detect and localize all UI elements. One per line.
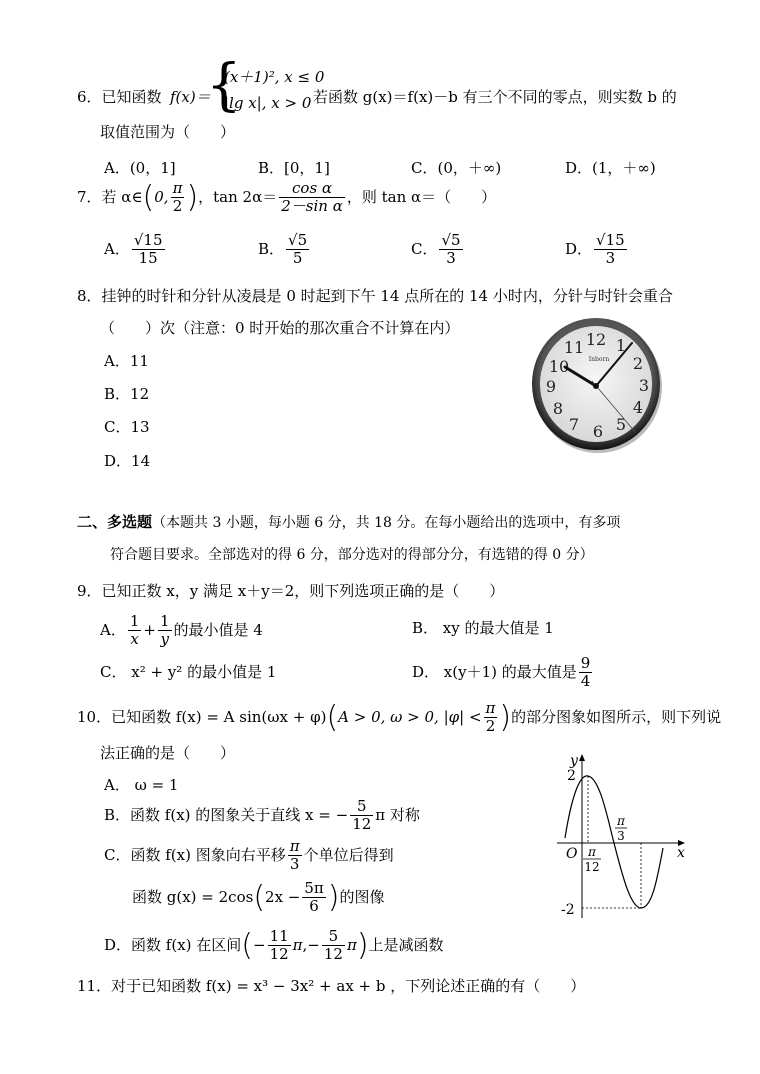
section2-desc-line1: （本题共 3 小题，每小题 6 分，共 18 分。在每小题给出的选项中，有多项 xyxy=(152,515,621,531)
graph-y-arrow xyxy=(579,754,585,761)
q10-sine-graph xyxy=(555,750,695,920)
q10-option-a: A． ω = 1 xyxy=(104,776,179,794)
q10-stem: 10．已知函数 f(x) = A sin(ωx + φ)(A > 0, ω > 0, |φ| < $\frac{\pi}{2}$ )的部分图象如图所示，则下列说 xyxy=(77,699,722,736)
clock-num-12: 12 xyxy=(585,330,607,349)
svg-text:π: π xyxy=(588,845,596,859)
clock-num-1: 1 xyxy=(615,336,627,355)
q6-piecewise-brace: { xyxy=(206,53,242,118)
q7-option-a: A． $\frac{√15}{15}$ xyxy=(104,231,163,268)
svg-text:π: π xyxy=(617,814,625,828)
q10-option-d: D．函数 f(x) 在区间(− $\frac{11}{12}$ π,− $\frac{5}{12}$ π)上是减函数 xyxy=(104,927,444,964)
q6-function-name: f(x)＝ xyxy=(170,88,211,106)
graph-ymin-label: -2 xyxy=(561,902,575,918)
clock-num-9: 9 xyxy=(545,377,557,396)
clock-num-2: 2 xyxy=(632,354,644,373)
wall-clock-image xyxy=(532,315,662,453)
q6-option-c: C．(0，＋∞) xyxy=(411,159,502,177)
q6-case-1: (x＋1)², x ≤ 0 xyxy=(224,68,325,86)
q6-stem-line2: 取值范围为（ ） xyxy=(100,123,236,141)
q10-stem-line2: 法正确的是（ ） xyxy=(100,744,236,762)
graph-y-label: y xyxy=(570,753,578,769)
q8-option-b: B．12 xyxy=(104,385,150,403)
q8-option-d: D．14 xyxy=(104,452,151,470)
svg-text:3: 3 xyxy=(617,829,625,843)
q7-option-d: D． $\frac{√15}{3}$ xyxy=(565,231,625,268)
graph-x-label: x xyxy=(677,845,685,861)
q9-option-d: D． x(y＋1) 的最大值是 $\frac{9}{4}$ xyxy=(412,654,591,691)
svg-text:12: 12 xyxy=(584,860,600,874)
q9-stem: 9．已知正数 x，y 满足 x＋y＝2，则下列选项正确的是（ ） xyxy=(77,582,505,600)
q6-option-a: A．(0，1] xyxy=(104,159,176,177)
q6-stem-tail: 若函数 g(x)＝f(x)－b 有三个不同的零点，则实数 b 的 xyxy=(313,88,677,106)
q7-option-c: C． $\frac{√5}{3}$ xyxy=(411,231,461,268)
graph-origin-label: O xyxy=(566,846,578,862)
section2-desc-line2: 符合题目要求。全部选对的得 6 分，部分选对的得部分分，有选错的得 0 分） xyxy=(110,547,594,563)
clock-brand: Inborn xyxy=(588,356,610,363)
q6-number-lead: 6．已知函数 xyxy=(77,88,162,106)
q10-option-c: C．函数 f(x) 图象向右平移 $\frac{\pi}{3}$ 个单位后得到 xyxy=(104,837,394,874)
graph-ymax-label: 2 xyxy=(567,768,576,784)
clock-num-4: 4 xyxy=(632,398,644,417)
clock-num-8: 8 xyxy=(552,399,564,418)
q7-option-b: B． $\frac{√5}{5}$ xyxy=(258,231,308,268)
q8-stem-line1: 8．挂钟的时针和分针从凌晨是 0 时起到下午 14 点所在的 14 小时内，分针与时针会重合 xyxy=(77,287,673,305)
clock-num-7: 7 xyxy=(568,415,580,434)
q6-option-d: D．(1，＋∞) xyxy=(565,159,656,177)
clock-num-6: 6 xyxy=(592,422,604,441)
clock-num-11: 11 xyxy=(563,338,585,357)
graph-tick-pi3 xyxy=(615,814,627,843)
q10-option-c-cont: 函数 g(x) = 2cos(2x − $\frac{5\pi}{6}$ )的图像 xyxy=(132,879,385,916)
q11-stem: 11．对于已知函数 f(x) = x³ − 3x² + ax + b ，下列论述正确的有（ ） xyxy=(77,977,586,995)
section2-header xyxy=(77,511,620,532)
clock-center-pin xyxy=(593,383,599,389)
q8-option-a: A．11 xyxy=(104,352,149,370)
q9-option-a: A． $\frac{1}{x}$ + $\frac{1}{y}$ 的最小值是 4 xyxy=(100,612,263,649)
q7-stem: 7．若 α∈(0, $\frac{\pi}{2}$ )，tan 2α＝ $\frac{\text{cos α}}{\text{2－sin α}}$ ，则 tan α＝（ ） xyxy=(77,179,497,216)
q9-option-c: C． x² + y² 的最小值是 1 xyxy=(100,663,277,681)
q10-option-b: B．函数 f(x) 的图象关于直线 x = − $\frac{5}{12}$ π 对称 xyxy=(104,797,420,834)
section2-title: 二、多选题 xyxy=(77,513,153,531)
q8-option-c: C．13 xyxy=(104,418,150,436)
clock-num-5: 5 xyxy=(615,415,627,434)
clock-num-3: 3 xyxy=(638,376,650,395)
graph-tick-pi12 xyxy=(583,845,601,874)
q6-option-b: B．[0，1] xyxy=(258,159,330,177)
q8-stem-line2: （ ）次（注意：0 时开始的那次重合不计算在内） xyxy=(100,319,460,337)
clock-num-10: 10 xyxy=(548,357,570,376)
q9-option-b: B． xy 的最大值是 1 xyxy=(412,619,554,637)
graph-sine-curve xyxy=(565,776,663,908)
q6-case-2: |lg x|, x > 0 xyxy=(224,94,312,112)
